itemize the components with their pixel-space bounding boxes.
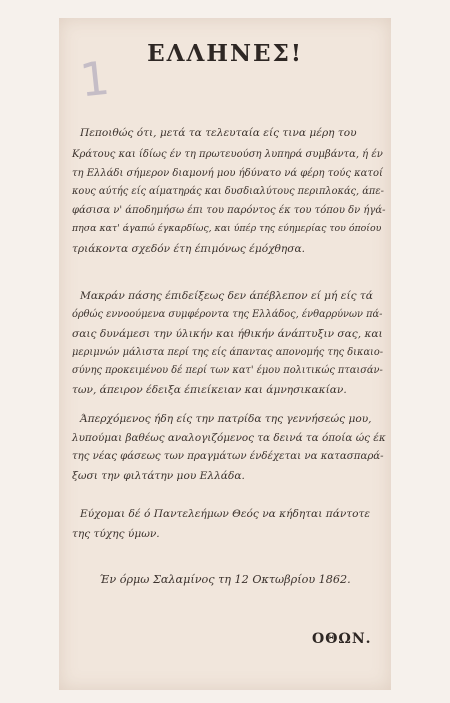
paragraph-1-line-7: τριάκοντα σχεδόν έτη έπιμόνως έμόχθησα. (72, 243, 305, 255)
paragraph-2-line-5: σύνης προκειμένου δέ περί των κατ' έμου πολιτικώς πταισάν- (72, 365, 383, 376)
paragraph-1-line-1: Πεποιθώς ότι, μετά τα τελευταία είς τινα μέρη του (80, 127, 357, 139)
paragraph-1-line-2: Κράτους και ίδίως έν τη πρωτευούση λυπηρά συμβάντα, ή έν (72, 149, 383, 160)
place-date: Έν όρμω Σαλαμίνος τη 12 Οκτωβρίου 1862. (99, 573, 351, 586)
paragraph-2-line-6: των, άπειρον έδειξα έπιείκειαν και άμνησικακίαν. (72, 384, 347, 396)
paragraph-1-line-6: πησα κατ' άγαπώ έγκαρδίως, και ύπέρ της εύημερίας του όποίου (72, 223, 382, 234)
paragraph-1-line-4: κους αύτής είς αίματηράς και δυσδιαλύτους περιπλοκάς, άπε- (72, 186, 384, 197)
paragraph-1-line-5: φάσισα ν' άποδημήσω έπι του παρόντος έκ του τόπου δν ήγά- (72, 205, 386, 216)
paragraph-3-line-2: λυπούμαι βαθέως αναλογιζόμενος τα δεινά τα όποία ώς έκ (72, 432, 386, 444)
paragraph-2-line-2: όρθώς εννοούμενα συμφέροντα της Ελλάδος, ένθαρρύνων πά- (72, 309, 383, 320)
paragraph-3-line-1: Άπερχόμενος ήδη είς την πατρίδα της γεννήσεώς μου, (80, 413, 372, 425)
paragraph-3-line-4: ξωσι την φιλτάτην μου Ελλάδα. (72, 470, 245, 482)
paragraph-2-line-3: σαις δυνάμεσι την ύλικήν και ήθικήν άνάπτυξιν σας, και (72, 328, 383, 340)
signature: ΟΘΩΝ. (312, 631, 372, 647)
pencil-mark: 1 (77, 50, 113, 108)
paragraph-3-line-3: της νέας φάσεως των πραγμάτων ένδέχεται να κατασπαρά- (72, 451, 384, 462)
paragraph-2-line-1: Μακράν πάσης έπιδείξεως δεν άπέβλεπον εί μή είς τά (80, 290, 373, 302)
document-title: ΕΛΛΗΝΕΣ! (147, 40, 303, 67)
paragraph-2-line-4: μεριμνών μάλιστα περί της είς άπαντας απονομής της δικαιο- (72, 347, 384, 358)
paragraph-4-line-2: της τύχης ύμων. (72, 528, 160, 540)
paragraph-4-line-1: Εύχομαι δέ ό Παντελεήμων Θεός να κήδηται πάντοτε (80, 508, 371, 520)
paragraph-1-line-3: τη Ελλάδι σήμερον διαμονή μου ήδύνατο νά φέρη τούς κατοί (72, 168, 383, 179)
